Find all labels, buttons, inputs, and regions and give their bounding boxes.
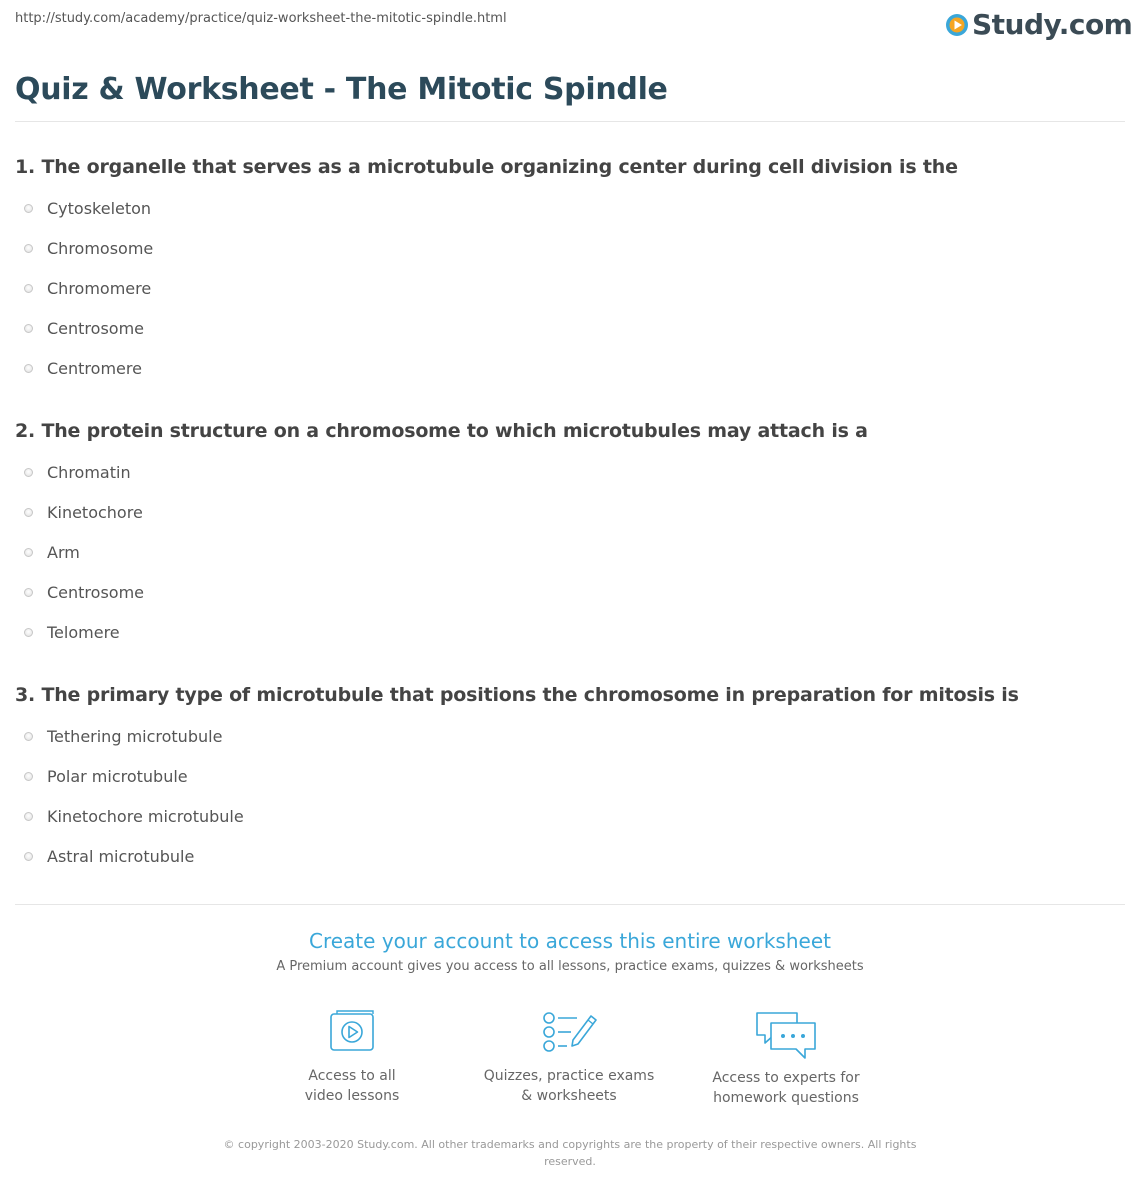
logo-text: Study.com: [972, 8, 1133, 41]
feature-line: homework questions: [713, 1090, 859, 1106]
question-text: 3. The primary type of microtubule that positions the chromosome in preparation for mitosis is: [15, 684, 1019, 706]
answer-option[interactable]: [15, 756, 1125, 796]
question-text: 1. The organelle that serves as a microtubule organizing center during cell division is the: [15, 156, 958, 178]
radio-button[interactable]: [24, 508, 33, 517]
radio-button[interactable]: [24, 772, 33, 781]
quiz-checklist-icon: [541, 1010, 597, 1054]
cta-section: [15, 928, 1125, 976]
radio-button[interactable]: [24, 628, 33, 637]
feature-label: [686, 1068, 886, 1108]
options-list: [15, 452, 1125, 652]
option-label: Tethering microtubule: [47, 726, 223, 746]
cta-subtitle: A Premium account gives you access to all lessons, practice exams, quizzes & worksheets: [276, 959, 864, 974]
feature-line: Access to experts for: [712, 1070, 860, 1086]
question-3: [15, 682, 1125, 876]
radio-button[interactable]: [24, 468, 33, 477]
feature-line: & worksheets: [521, 1088, 617, 1104]
radio-button[interactable]: [24, 364, 33, 373]
radio-button[interactable]: [24, 588, 33, 597]
copyright-footer: © copyright 2003-2020 Study.com. All other trademarks and copyrights are the property of their respective owners. All rights reserved.: [223, 1138, 917, 1168]
cta-divider: [15, 904, 1125, 905]
radio-button[interactable]: [24, 548, 33, 557]
page-url[interactable]: http://study.com/academy/practice/quiz-worksheet-the-mitotic-spindle.html: [15, 11, 507, 26]
option-label: Centrosome: [47, 582, 144, 602]
feature-experts: [686, 1010, 886, 1108]
option-label: Centrosome: [47, 318, 144, 338]
study-logo[interactable]: [945, 8, 1132, 42]
page-title: Quiz & Worksheet - The Mitotic Spindle: [15, 72, 668, 107]
answer-option[interactable]: [15, 268, 1125, 308]
answer-option[interactable]: [15, 836, 1125, 876]
radio-button[interactable]: [24, 284, 33, 293]
feature-line: video lessons: [304, 1088, 400, 1104]
radio-button[interactable]: [24, 204, 33, 213]
answer-option[interactable]: [15, 228, 1125, 268]
question-text: 2. The protein structure on a chromosome to which microtubules may attach is a: [15, 420, 868, 442]
play-circle-icon: [945, 13, 969, 37]
answer-option[interactable]: [15, 452, 1125, 492]
option-label: Chromomere: [47, 278, 152, 298]
question-2: [15, 418, 1125, 652]
answer-option[interactable]: [15, 348, 1125, 388]
cta-title[interactable]: Create your account to access this entire worksheet: [309, 929, 831, 953]
answer-option[interactable]: [15, 532, 1125, 572]
option-label: Arm: [47, 542, 80, 562]
answer-option[interactable]: [15, 796, 1125, 836]
option-label: Cytoskeleton: [47, 198, 152, 218]
answer-option[interactable]: [15, 572, 1125, 612]
question-1: [15, 154, 1125, 388]
feature-label: [469, 1066, 669, 1106]
answer-option[interactable]: [15, 308, 1125, 348]
answer-option[interactable]: [15, 188, 1125, 228]
feature-line: Quizzes, practice exams: [483, 1068, 655, 1084]
option-label: Astral microtubule: [47, 846, 195, 866]
title-divider: [15, 121, 1125, 122]
feature-quizzes: [469, 1010, 669, 1106]
radio-button[interactable]: [24, 812, 33, 821]
chat-bubbles-icon: [754, 1010, 818, 1062]
radio-button[interactable]: [24, 732, 33, 741]
feature-video-lessons: [252, 1010, 452, 1106]
answer-option[interactable]: [15, 492, 1125, 532]
radio-button[interactable]: [24, 324, 33, 333]
radio-button[interactable]: [24, 852, 33, 861]
options-list: [15, 716, 1125, 876]
option-label: Kinetochore: [47, 502, 143, 522]
option-label: Polar microtubule: [47, 766, 188, 786]
option-label: Kinetochore microtubule: [47, 806, 244, 826]
feature-label: [252, 1066, 452, 1106]
top-bar: [0, 0, 1140, 50]
answer-option[interactable]: [15, 612, 1125, 652]
feature-line: Access to all: [308, 1068, 396, 1084]
option-label: Chromatin: [47, 462, 131, 482]
options-list: [15, 188, 1125, 388]
option-label: Centromere: [47, 358, 142, 378]
radio-button[interactable]: [24, 244, 33, 253]
answer-option[interactable]: [15, 716, 1125, 756]
option-label: Chromosome: [47, 238, 154, 258]
option-label: Telomere: [47, 622, 120, 642]
video-lessons-icon: [326, 1010, 378, 1054]
